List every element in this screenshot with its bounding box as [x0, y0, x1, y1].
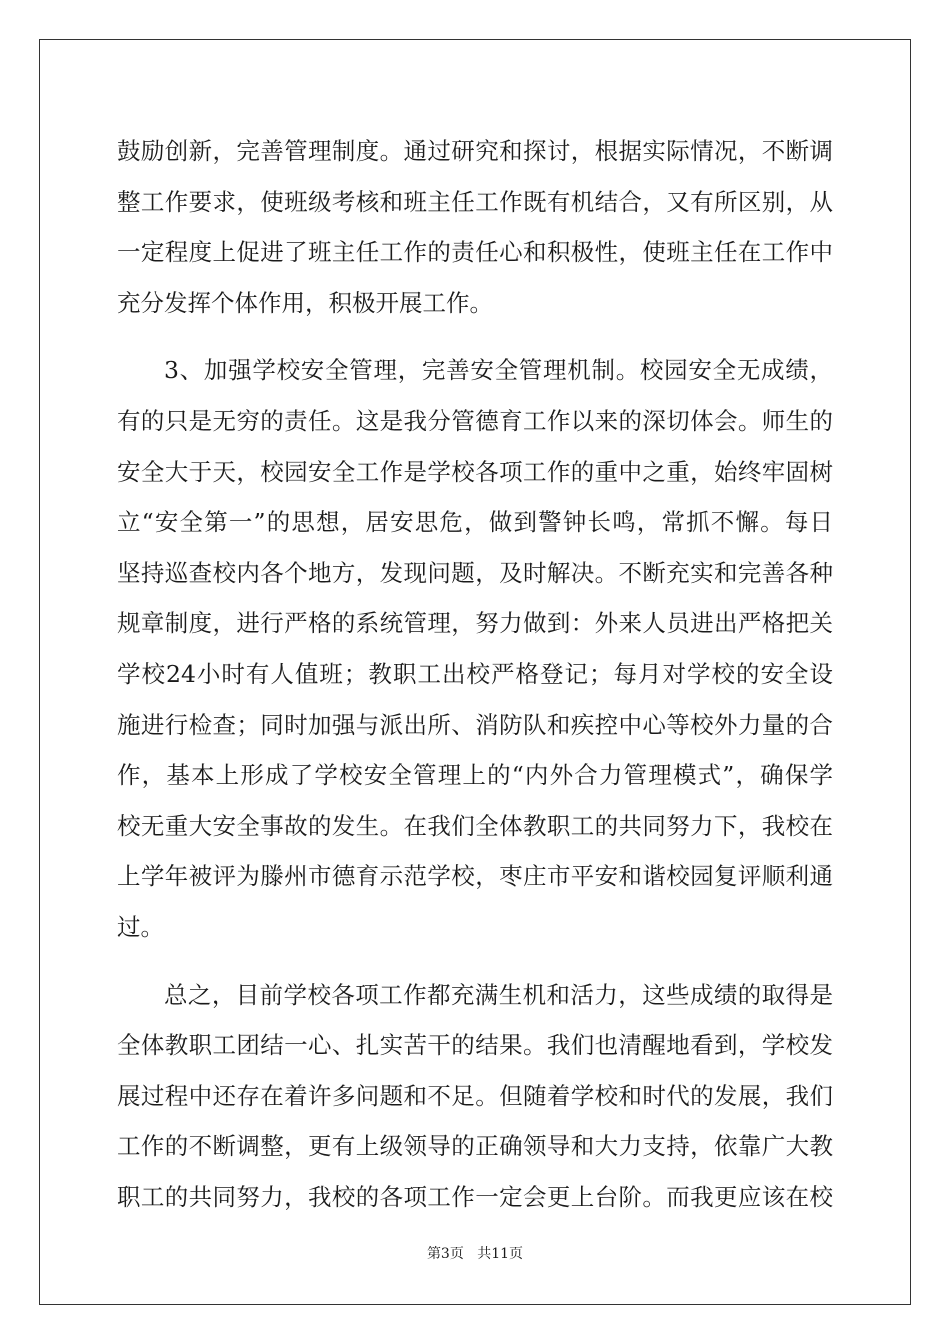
page-number: 第3页 [426, 1246, 464, 1262]
page-total: 共11页 [477, 1246, 524, 1262]
text-line: 总之，目前学校各项工作都充满生机和活力，这些成绩的取得是 [164, 980, 833, 1009]
paragraph [117, 345, 833, 952]
document-body [117, 126, 833, 1222]
text-line: 全体教职工团结一心、扎实苦干的结果。我们也清醒地看到，学校发 [117, 1031, 833, 1060]
text-line: 展过程中还存在着许多问题和不足。但随着学校和时代的发展，我们 [117, 1081, 833, 1110]
text-line: 作，基本上形成了学校安全管理上的“内外合力管理模式”，确保学 [117, 761, 833, 790]
text-line: 过。 [117, 912, 164, 941]
text-line: 鼓励创新，完善管理制度。通过研究和探讨，根据实际情况，不断调 [117, 137, 833, 165]
text-line: 有的只是无穷的责任。这是我分管德育工作以来的深切体会。师生的 [117, 406, 833, 435]
text-line: 校无重大安全事故的发生。在我们全体教职工的共同努力下，我校在 [117, 811, 833, 840]
text-line: 安全大于天，校园安全工作是学校各项工作的重中之重，始终牢固树 [117, 457, 833, 486]
paragraph [117, 970, 833, 1223]
text-line: 3、加强学校安全管理，完善安全管理机制。校园安全无成绩， [164, 356, 833, 385]
text-line: 工作的不断调整，更有上级领导的正确领导和大力支持，依靠广大教 [117, 1132, 833, 1161]
text-line: 充分发挥个体作用，积极开展工作。 [117, 288, 493, 317]
page-footer [0, 1243, 950, 1263]
text-line: 施进行检查；同时加强与派出所、消防队和疾控中心等校外力量的合 [117, 710, 833, 739]
text-line: 整工作要求，使班级考核和班主任工作既有机结合，又有所区别，从 [117, 187, 833, 216]
paragraph [117, 126, 833, 328]
text-line: 立“安全第一”的思想，居安思危，做到警钟长鸣，常抓不懈。每日 [117, 508, 833, 537]
text-line: 学校24小时有人值班；教职工出校严格登记；每月对学校的安全设 [117, 659, 833, 688]
text-line: 职工的共同努力，我校的各项工作一定会更上台阶。而我更应该在校 [117, 1182, 833, 1211]
text-line: 上学年被评为滕州市德育示范学校，枣庄市平安和谐校园复评顺利通 [117, 862, 833, 891]
text-line: 坚持巡查校内各个地方，发现问题，及时解决。不断充实和完善各种 [117, 558, 833, 587]
text-line: 规章制度，进行严格的系统管理，努力做到：外来人员进出严格把关 [117, 609, 833, 638]
text-line: 一定程度上促进了班主任工作的责任心和积极性，使班主任在工作中 [117, 238, 833, 267]
